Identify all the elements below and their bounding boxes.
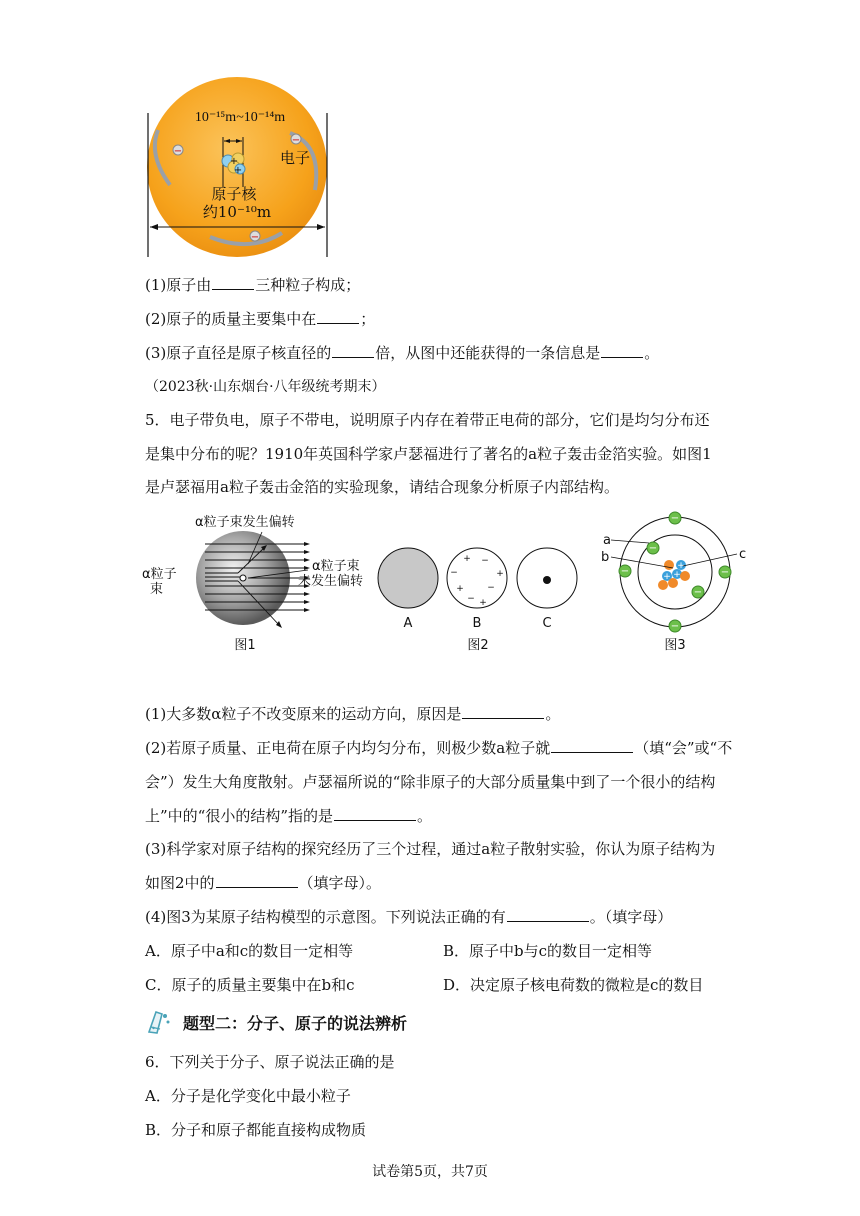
electron-sign: − bbox=[291, 135, 301, 146]
label-a: a bbox=[603, 533, 611, 548]
q5-part2-text: (2)若原子质量、正电荷在原子内均匀分布，则极少数a粒子就 bbox=[145, 739, 551, 757]
source-note: （2023秋·山东烟台·八年级统考期末） bbox=[145, 379, 386, 395]
q6-option-a[interactable]: A．分子是化学变化中最小粒子 bbox=[145, 1087, 351, 1105]
electron-sign: − bbox=[173, 146, 183, 157]
q5-part2-end: 。 bbox=[417, 807, 433, 825]
nucleus-label: 原子核 bbox=[211, 185, 257, 203]
q5-option-a[interactable]: A．原子中a和c的数目一定相等 bbox=[145, 942, 354, 960]
svg-text:−: − bbox=[720, 567, 730, 578]
label-undeflected-2: 未发生偏转 bbox=[298, 574, 364, 589]
svg-text:−: − bbox=[670, 621, 680, 632]
q4-part1 bbox=[145, 275, 360, 295]
q5-option-c[interactable]: C．原子的质量主要集中在b和c bbox=[145, 976, 355, 994]
q4-part3-end: 。 bbox=[644, 344, 660, 362]
q6-stem: 6．下列关于分子、原子说法正确的是 bbox=[145, 1053, 395, 1071]
model-a bbox=[378, 548, 438, 608]
proton-sign: + bbox=[233, 165, 243, 176]
svg-text:−: − bbox=[693, 587, 703, 598]
q5-part4 bbox=[145, 907, 672, 927]
electron-label: 电子 bbox=[280, 149, 311, 167]
svg-text:−: − bbox=[487, 583, 495, 593]
model-a-label: A bbox=[403, 616, 413, 631]
figure2-caption: 图2 bbox=[467, 638, 489, 653]
section-title: 题型二：分子、原子的说法辨析 bbox=[183, 1013, 408, 1033]
svg-text:+: + bbox=[496, 569, 504, 579]
figure3-atom-model bbox=[597, 510, 757, 657]
svg-text:+: + bbox=[463, 554, 471, 564]
q4-part2 bbox=[145, 309, 375, 329]
q5-option-b[interactable]: B．原子中b与c的数目一定相等 bbox=[443, 942, 653, 960]
q5-part1 bbox=[145, 704, 560, 724]
label-beam-1: α粒子 bbox=[142, 567, 177, 582]
q5-part3-end: （填字母）。 bbox=[298, 874, 382, 892]
label-beam-2: 束 bbox=[150, 582, 164, 597]
svg-text:−: − bbox=[648, 543, 658, 554]
svg-text:−: − bbox=[481, 556, 489, 566]
answer-blank[interactable] bbox=[551, 738, 633, 753]
answer-blank[interactable] bbox=[507, 907, 589, 922]
q5-part2-line2: 会”）发生大角度散射。卢瑟福所说的“除非原子的大部分质量集中到了一个很小的结构 bbox=[145, 773, 716, 791]
svg-text:+: + bbox=[673, 570, 681, 580]
q4-part2-end: ； bbox=[360, 310, 376, 328]
q5-part3-text: 如图2中的 bbox=[145, 874, 215, 892]
svg-text:−: − bbox=[450, 568, 458, 578]
q4-part3-text: (3)原子直径是原子核直径的 bbox=[145, 344, 332, 362]
atom-structure-figure bbox=[140, 75, 340, 260]
q5-part2-line1 bbox=[145, 738, 732, 758]
svg-text:+: + bbox=[663, 572, 671, 582]
q5-part3-line2 bbox=[145, 873, 381, 893]
label-b: b bbox=[601, 550, 610, 565]
svg-text:−: − bbox=[670, 513, 680, 524]
label-undeflected-1: α粒子束 bbox=[312, 559, 360, 574]
q5-part3-line1: (3)科学家对原子结构的探究经历了三个过程，通过a粒子散射实验，你认为原子结构为 bbox=[145, 840, 716, 858]
q5-intro-line2: 是集中分布的呢？1910年英国科学家卢瑟福进行了著名的a粒子轰击金箔实验。如图1 bbox=[145, 445, 712, 463]
svg-text:−: − bbox=[620, 566, 630, 577]
svg-text:+: + bbox=[479, 598, 487, 608]
flask-icon bbox=[143, 1008, 173, 1036]
q4-part3 bbox=[145, 343, 659, 363]
q5-part4-end: 。（填字母） bbox=[589, 908, 673, 926]
q5-part2-line3 bbox=[145, 806, 432, 826]
figure2-models bbox=[375, 545, 585, 657]
q5-intro-line3: 是卢瑟福用a粒子轰击金箔的实验现象，请结合现象分析原子内部结构。 bbox=[145, 478, 619, 496]
proton-sign: + bbox=[229, 156, 239, 167]
answer-blank[interactable] bbox=[462, 704, 544, 719]
q5-part1-end: 。 bbox=[545, 705, 561, 723]
electron-sign: − bbox=[250, 232, 260, 243]
model-b-label: B bbox=[472, 616, 482, 631]
answer-blank[interactable] bbox=[317, 309, 359, 324]
figure3-caption: 图3 bbox=[664, 638, 686, 653]
q6-option-b[interactable]: B．分子和原子都能直接构成物质 bbox=[145, 1121, 367, 1139]
answer-blank[interactable] bbox=[216, 873, 298, 888]
q5-part1-text: (1)大多数α粒子不改变原来的运动方向，原因是 bbox=[145, 705, 462, 723]
q4-part1-end: 三种粒子构成； bbox=[255, 276, 361, 294]
size-label-atom: 约10⁻¹⁰m bbox=[202, 203, 272, 221]
q4-part3-mid: 倍，从图中还能获得的一条信息是 bbox=[375, 344, 601, 362]
svg-text:+: + bbox=[456, 584, 464, 594]
svg-text:−: − bbox=[467, 594, 475, 604]
section-header bbox=[143, 1008, 407, 1036]
q5-part2-text3: 上”中的“很小的结构”指的是 bbox=[145, 807, 334, 825]
answer-blank[interactable] bbox=[601, 343, 643, 358]
size-label-nucleus: 10⁻¹⁵m~10⁻¹⁴m bbox=[194, 110, 286, 125]
figure1-scattering bbox=[140, 512, 375, 657]
figure1-caption: 图1 bbox=[234, 638, 256, 653]
label-deflected: α粒子束发生偏转 bbox=[195, 515, 295, 530]
q5-option-d[interactable]: D．决定原子核电荷数的微粒是c的数目 bbox=[443, 976, 704, 994]
q5-part4-text: (4)图3为某原子结构模型的示意图。下列说法正确的有 bbox=[145, 908, 506, 926]
svg-text:+: + bbox=[677, 561, 685, 571]
q5-intro-line1: 5．电子带负电，原子不带电，说明原子内存在着带正电荷的部分，它们是均匀分布还 bbox=[145, 411, 710, 429]
answer-blank[interactable] bbox=[212, 275, 254, 290]
answer-blank[interactable] bbox=[334, 806, 416, 821]
label-c: c bbox=[739, 547, 747, 562]
q5-part2-hint: （填“会”或“不 bbox=[634, 739, 733, 757]
answer-blank[interactable] bbox=[332, 343, 374, 358]
q4-part2-text: (2)原子的质量主要集中在 bbox=[145, 310, 317, 328]
q4-part1-text: (1)原子由 bbox=[145, 276, 212, 294]
model-c-label: C bbox=[542, 616, 552, 631]
page-footer: 试卷第5页，共7页 bbox=[372, 1164, 488, 1180]
